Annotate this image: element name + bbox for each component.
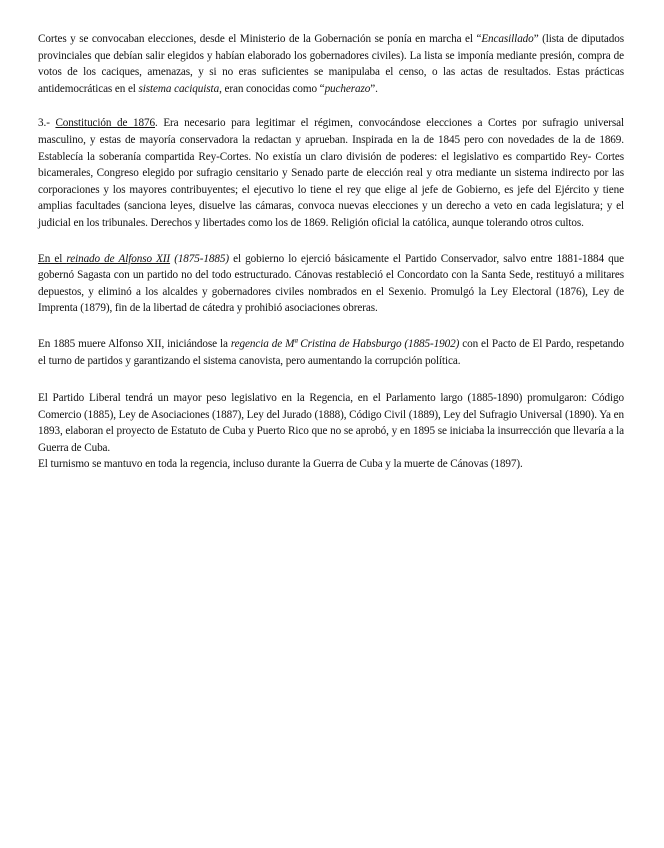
text-run: con el Pacto de El Pardo, respetando el turno de partidos y garantizando el sistema canovista, pero aumentando la corrupción política. (38, 337, 624, 367)
paragraph-encasillado (38, 31, 624, 97)
document-page (38, 31, 624, 473)
section-number: 3.- (38, 117, 56, 130)
term-encasillado: Encasillado (481, 33, 534, 45)
section-body: . Era necesario para legitimar el régimen, convocándose elecciones a Cortes por sufragio universal masculino, y estas de mayoría conservadora la redactan y aprueban. Inspirada en la de 1845 pero con novedades de la de 1869. Establecía la soberanía compartida Rey-Cortes. No existía un claro división de poderes: el legislativo es compartido Rey- Cortes bicamerales, Congreso elegido por sufragio censitario y Senado parte de elección real y otra mediante un sistema indirecto por las corporaciones y los mayores contribuyentes; el ejecutivo lo tiene el rey que elige al jefe de Gobierno, es jefe del Ejército y tiene amplias facultades (sanciona leyes, disuelve las cámaras, convoca nuevas elecciones y un derecho a veto en cada legislatura; y el judicial en los tribunales. Derechos y libertades como los de 1869. Religión oficial la católica, aunque tolerando otros cultos. (38, 117, 624, 229)
paragraph-constitucion-1876 (38, 115, 624, 231)
paragraph-reinado-alfonso-xii (38, 251, 624, 317)
term-regencia: regencia de Mª Cristina de Habsburgo (1885-1902) (230, 337, 460, 350)
text-run: En 1885 muere Alfonso XII, iniciándose la (38, 337, 231, 350)
text-run: Cortes y se convocaban elecciones, desde el Ministerio de la Gobernación se ponía en marcha el “ (38, 33, 482, 45)
term-sistema-caciquista: sistema caciquista (138, 82, 220, 95)
text-run: ”. (370, 82, 378, 95)
date-range: (1875-1885) (170, 252, 230, 265)
section-heading: Constitución de 1876 (55, 117, 155, 130)
term-pucherazo: pucherazo (324, 82, 371, 95)
paragraph-regencia (38, 336, 624, 369)
text-run: En el (38, 252, 67, 265)
text-run: , eran conocidas como “ (219, 82, 325, 95)
paragraph-partido-liberal: El Partido Liberal tendrá un mayor peso legislativo en la Regencia, en el Parlamento largo (1885-1890) promulgaron: Código Comercio (1885), Ley de Asociaciones (1887), Ley del Jurado (1888), Código Civil (1889), Ley del Sufragio Universal (1890). Ya en 1893, elaboran el proyecto de Estatuto de Cuba y Puerto Rico que no se aprobó, y en 1895 se iniciaba la insurrección que llevaría a la Guerra de Cuba. (38, 392, 624, 454)
text-run: ” (lista de diputados provinciales que debían salir elegidos y habían elaborado los gobernadores civiles). La lista se imponía mediante presión, compra de votos de los caciques, amenazas, y si no eras suficientes se manipulaba el censo, o las actas de resultados. Estas prácticas antidemocráticas en el (38, 33, 624, 95)
text-run: el gobierno lo ejerció básicamente el Partido Conservador, salvo entre 1881-1884 que gobernó Sagasta con un partido no del todo estructurado. Cánovas restableció el Concordato con la Santa Sede, restituyó a militares depuestos, y eliminó a los alcaldes y gobernadores civiles nombrados en el Sexenio. Promulgó la Ley Electoral (1876), Ley de Imprenta (1879), fin de la libertad de cátedra y prohibió asociaciones obreras. (38, 252, 624, 315)
paragraph-turnismo: El turnismo se mantuvo en toda la regencia, incluso durante la Guerra de Cuba y la muerte de Cánovas (1897). (38, 458, 523, 471)
term-reinado-alfonso-xii: reinado de Alfonso XII (66, 252, 171, 265)
